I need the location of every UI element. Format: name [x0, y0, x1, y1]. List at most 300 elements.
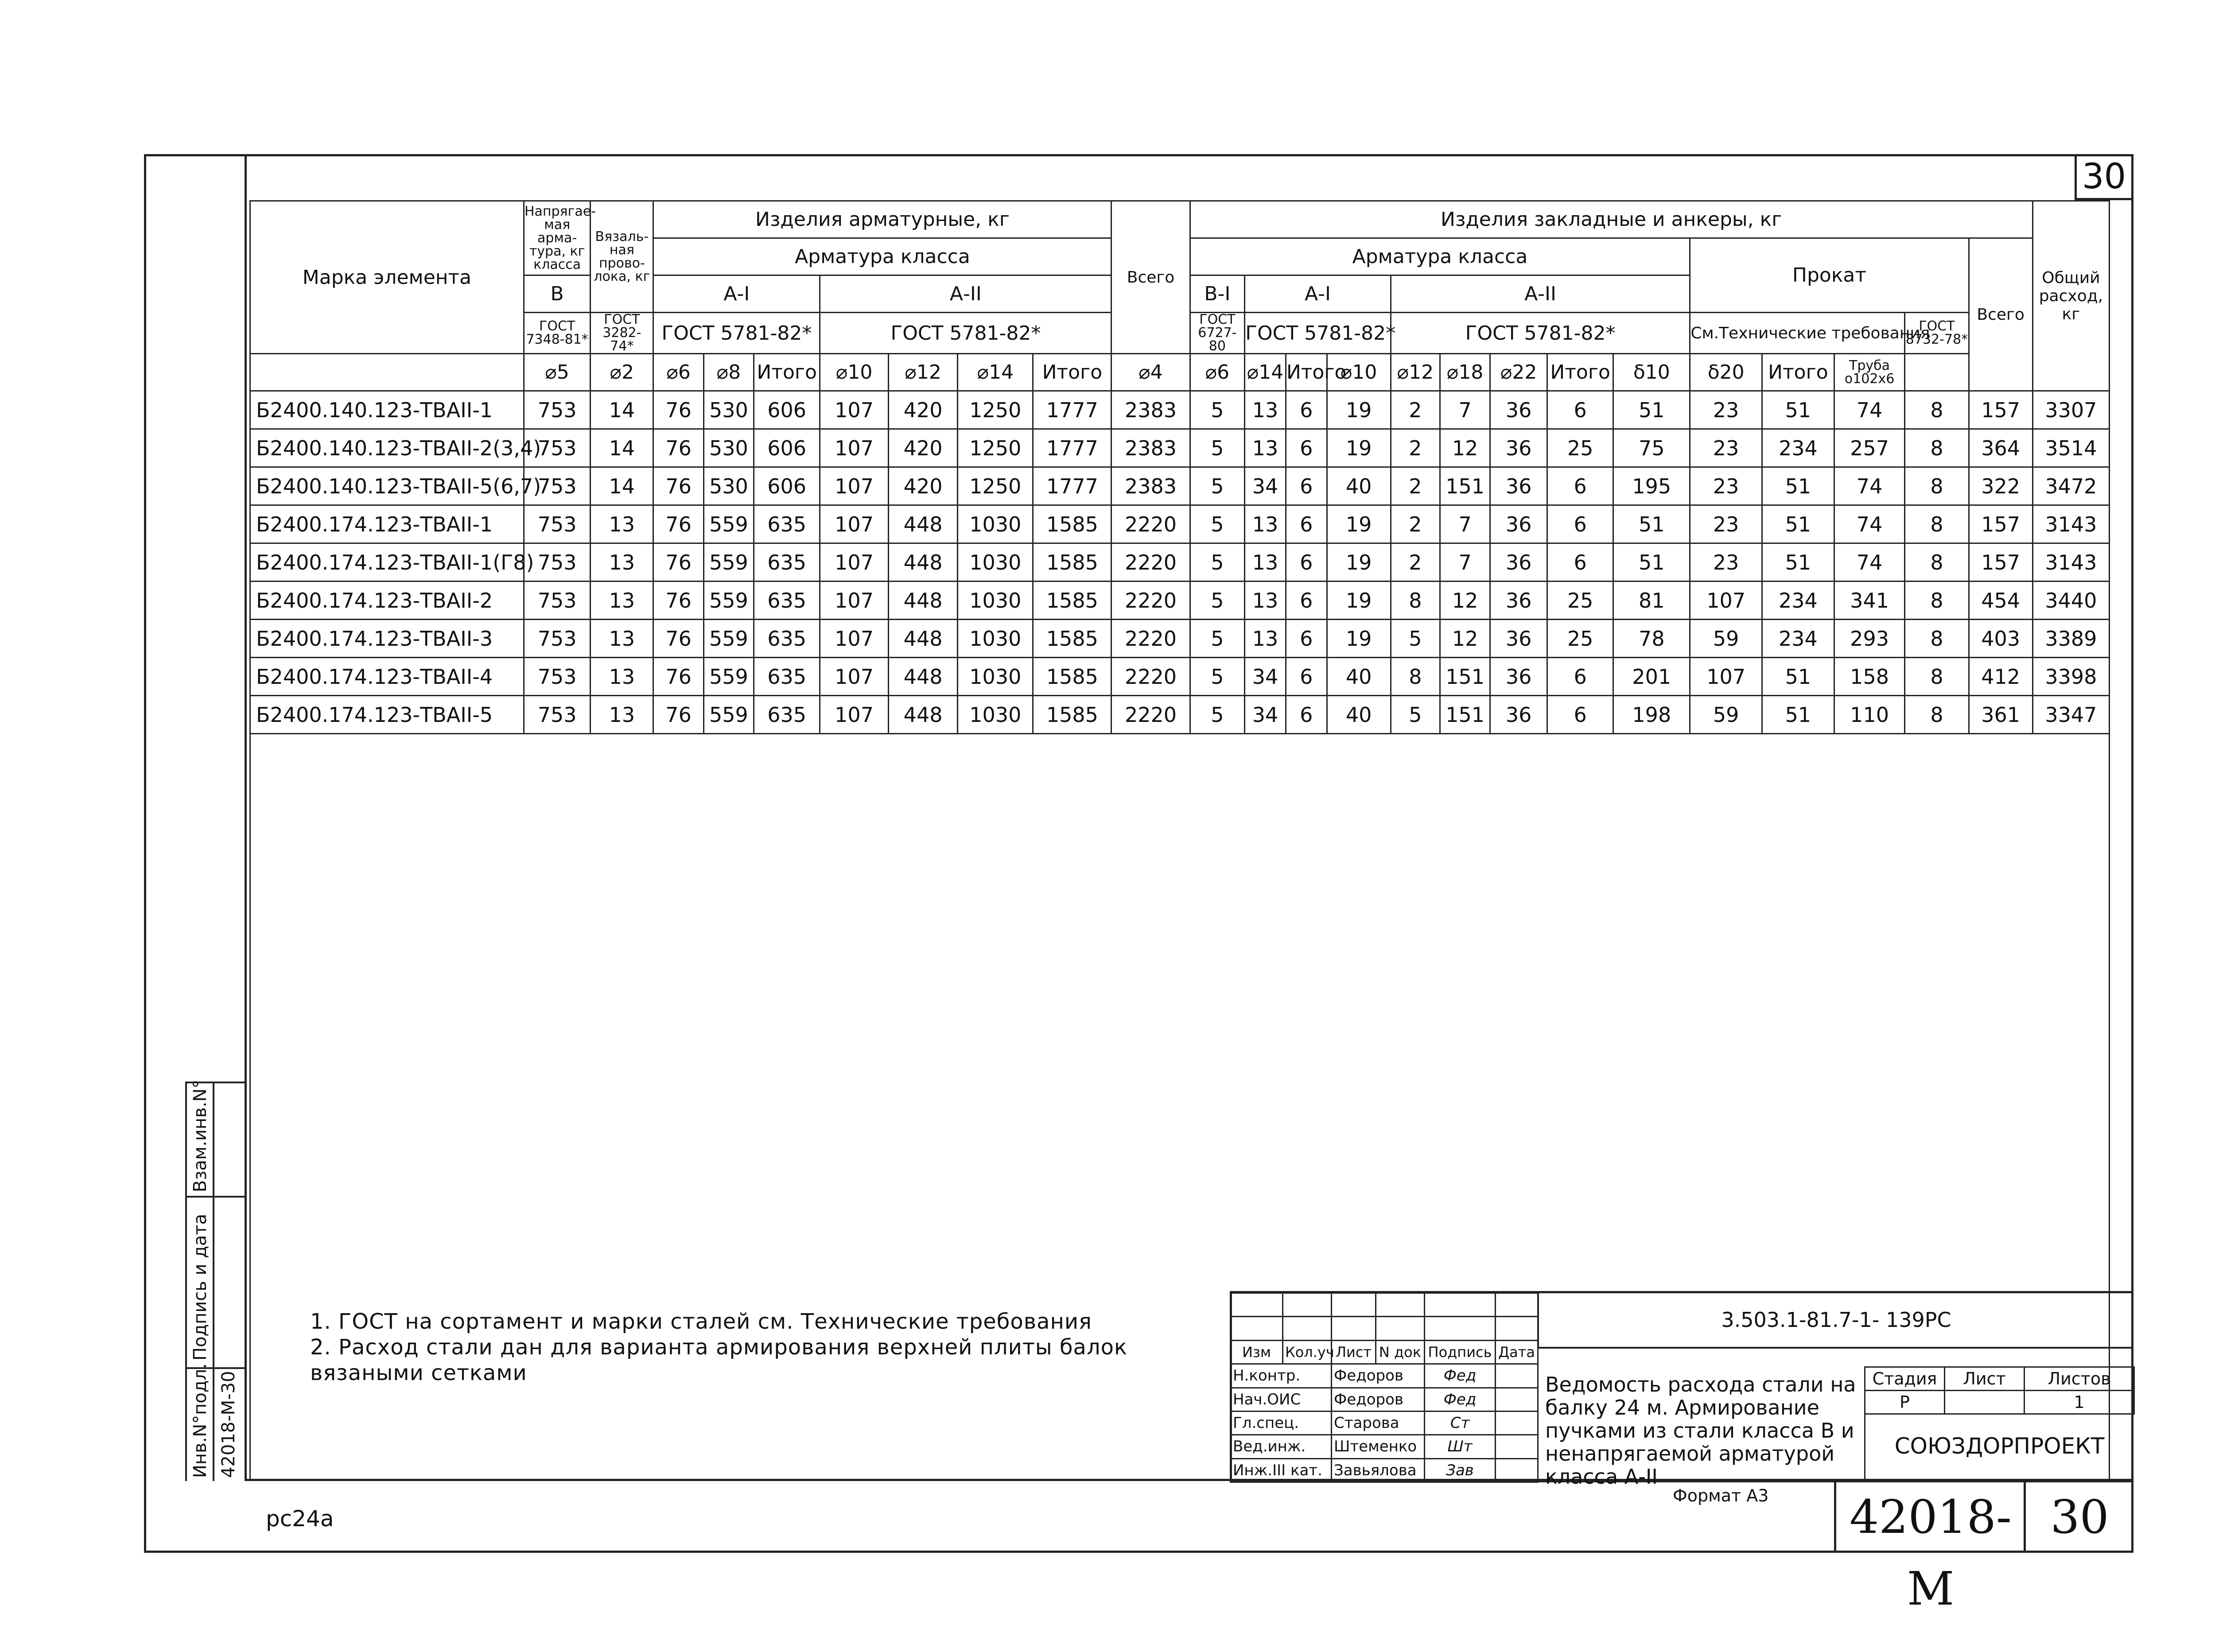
header-grand-total: Общий расход, кг — [2032, 201, 2109, 391]
row-cell: 753 — [524, 696, 590, 734]
row-cell: 76 — [653, 543, 703, 582]
row-cell: 36 — [1490, 391, 1547, 429]
row-cell: 107 — [820, 543, 888, 582]
note-line: 2. Расход стали дан для варианта армирования верхней плиты балок — [310, 1335, 1127, 1360]
row-cell: 2383 — [1111, 391, 1190, 429]
steel-spec-table — [249, 200, 2110, 734]
signer-role: Вед.инж. — [1231, 1435, 1332, 1458]
header-embed-b1-dia: ⌀4 — [1111, 354, 1190, 391]
row-cell: 12 — [1440, 429, 1490, 467]
header-rolled-col: δ20 — [1690, 354, 1762, 391]
row-mark: Б2400.174.123-ТВАII-4 — [250, 658, 524, 696]
header-prestressed-gost: ГОСТ 7348-81* — [524, 313, 590, 354]
row-cell: 5 — [1190, 505, 1245, 543]
row-cell: 6 — [1547, 696, 1613, 734]
signs-blank-row — [1231, 1317, 1538, 1340]
row-cell: 1777 — [1033, 467, 1111, 505]
row-cell: 2220 — [1111, 582, 1190, 620]
table-row — [250, 429, 2110, 467]
header-tie-wire-gost: ГОСТ 3282-74* — [591, 313, 653, 354]
row-cell: 753 — [524, 582, 590, 620]
signs-cell — [1332, 1317, 1376, 1340]
spec-table-body — [250, 391, 2110, 734]
row-cell: 448 — [888, 658, 958, 696]
table-row — [250, 505, 2110, 543]
row-cell: 107 — [820, 429, 888, 467]
stage-table — [1864, 1366, 2135, 1415]
signer-signature: Фед — [1425, 1388, 1496, 1411]
row-cell: 293 — [1834, 620, 1905, 658]
organization: СОЮЗДОРПРОЕКТ — [1864, 1411, 2133, 1481]
row-cell: 3440 — [2032, 582, 2109, 620]
row-cell: 448 — [888, 543, 958, 582]
signs-col-header: N док — [1376, 1340, 1425, 1364]
signer-name: Старова — [1332, 1411, 1425, 1435]
row-cell: 1585 — [1033, 696, 1111, 734]
header-reinf-col: ⌀14 — [958, 354, 1033, 391]
row-cell: 559 — [703, 696, 754, 734]
row-cell: 75 — [1613, 429, 1690, 467]
signs-col-header: Изм — [1231, 1340, 1283, 1364]
row-cell: 40 — [1327, 467, 1391, 505]
sheets-value: 1 — [2025, 1391, 2134, 1414]
row-cell: 76 — [653, 467, 703, 505]
table-row — [250, 658, 2110, 696]
side-stamp-line — [185, 1196, 245, 1198]
row-cell: 1585 — [1033, 505, 1111, 543]
row-cell: 420 — [888, 391, 958, 429]
row-cell: 5 — [1190, 543, 1245, 582]
notes — [310, 1309, 1196, 1386]
row-cell: 5 — [1190, 391, 1245, 429]
row-cell: 195 — [1613, 467, 1690, 505]
row-cell: 361 — [1969, 696, 2032, 734]
row-cell: 76 — [653, 620, 703, 658]
row-cell: 1030 — [958, 620, 1033, 658]
row-cell: 25 — [1547, 582, 1613, 620]
row-cell: 2220 — [1111, 696, 1190, 734]
row-cell: 753 — [524, 620, 590, 658]
row-cell: 606 — [754, 391, 820, 429]
row-cell: 158 — [1834, 658, 1905, 696]
signer-role: Инж.III кат. — [1231, 1458, 1332, 1482]
row-cell: 76 — [653, 696, 703, 734]
side-stamp-inv-value: 42018-М-30 — [218, 1371, 239, 1478]
row-cell: 51 — [1613, 543, 1690, 582]
header-reinf-col: ⌀12 — [888, 354, 958, 391]
signer-row — [1231, 1435, 1538, 1458]
header-embed-a2-col: ⌀10 — [1327, 354, 1391, 391]
row-cell: 322 — [1969, 467, 2032, 505]
row-cell: 40 — [1327, 696, 1391, 734]
signer-name: Федоров — [1332, 1388, 1425, 1411]
signer-row — [1231, 1458, 1538, 1482]
row-cell: 6 — [1286, 543, 1327, 582]
row-cell: 13 — [1245, 543, 1286, 582]
row-cell: 5 — [1190, 429, 1245, 467]
row-cell: 157 — [1969, 543, 2032, 582]
row-cell: 3307 — [2032, 391, 2109, 429]
note-line: 1. ГОСТ на сортамент и марки сталей см. Технические требования — [310, 1309, 1092, 1334]
row-cell: 3514 — [2032, 429, 2109, 467]
row-cell: 559 — [703, 543, 754, 582]
signer-date — [1496, 1388, 1538, 1411]
row-cell: 559 — [703, 582, 754, 620]
row-cell: 107 — [820, 467, 888, 505]
row-cell: 107 — [820, 505, 888, 543]
row-cell: 420 — [888, 467, 958, 505]
drawing-code: 42018-М — [1850, 1490, 2012, 1616]
signs-cell — [1376, 1317, 1425, 1340]
row-cell: 2383 — [1111, 467, 1190, 505]
header-rolled-col: δ10 — [1613, 354, 1690, 391]
row-cell: 201 — [1613, 658, 1690, 696]
row-cell: 1777 — [1033, 429, 1111, 467]
row-cell: 8 — [1905, 620, 1969, 658]
row-cell: 341 — [1834, 582, 1905, 620]
signs-blank-row — [1231, 1293, 1538, 1317]
signatures-table — [1230, 1292, 1539, 1483]
row-cell: 635 — [754, 582, 820, 620]
row-cell: 606 — [754, 467, 820, 505]
row-cell: 6 — [1547, 391, 1613, 429]
header-embed-a2-gost: ГОСТ 5781-82* — [1391, 313, 1690, 354]
row-cell: 234 — [1762, 582, 1834, 620]
row-cell: 5 — [1391, 620, 1440, 658]
page-number: 30 — [2075, 156, 2131, 200]
row-cell: 1250 — [958, 391, 1033, 429]
row-cell: 530 — [703, 429, 754, 467]
row-cell: 6 — [1547, 505, 1613, 543]
row-cell: 19 — [1327, 391, 1391, 429]
header-reinf-col: ⌀6 — [653, 354, 703, 391]
side-stamp-vzam: Взам.инв.N° — [190, 1079, 210, 1192]
header-reinf-a1-gost: ГОСТ 5781-82* — [653, 313, 820, 354]
signer-date — [1496, 1364, 1538, 1388]
signer-signature: Зав — [1425, 1458, 1496, 1482]
header-embed-b1-gost: ГОСТ 6727-80 — [1190, 313, 1245, 354]
row-cell: 151 — [1440, 696, 1490, 734]
sheet-title: Ведомость расхода стали на балку 24 м. Армирование пучками из стали класса В и ненапрягаемой арматурой класса А-II — [1545, 1373, 1856, 1489]
signs-cell — [1376, 1293, 1425, 1317]
row-cell: 1030 — [958, 658, 1033, 696]
row-cell: 13 — [1245, 391, 1286, 429]
header-reinf-col: Итого — [754, 354, 820, 391]
header-rolled: Прокат — [1690, 238, 1969, 313]
signs-cell — [1425, 1293, 1496, 1317]
row-cell: 19 — [1327, 543, 1391, 582]
row-cell: 6 — [1286, 658, 1327, 696]
row-cell: 107 — [820, 391, 888, 429]
row-cell: 448 — [888, 620, 958, 658]
header-rolled-pipe: Труба ο102х6 — [1834, 354, 1905, 391]
row-cell: 14 — [591, 467, 653, 505]
row-cell: 454 — [1969, 582, 2032, 620]
row-cell: 76 — [653, 391, 703, 429]
row-cell: 8 — [1905, 505, 1969, 543]
row-cell: 448 — [888, 696, 958, 734]
row-cell: 6 — [1286, 429, 1327, 467]
header-rolled-gost: ГОСТ 8732-78* — [1905, 313, 1969, 354]
footer-left-code: рс24а — [266, 1506, 334, 1532]
row-cell: 34 — [1245, 658, 1286, 696]
row-cell: 14 — [591, 429, 653, 467]
row-cell: 51 — [1762, 543, 1834, 582]
row-cell: 403 — [1969, 620, 2032, 658]
row-cell: 19 — [1327, 620, 1391, 658]
row-cell: 364 — [1969, 429, 2032, 467]
signs-cell — [1231, 1293, 1283, 1317]
row-cell: 78 — [1613, 620, 1690, 658]
header-reinf-a1: А-I — [653, 275, 820, 313]
row-cell: 753 — [524, 505, 590, 543]
sheet-label: Лист — [1945, 1367, 2025, 1391]
signs-col-header: Лист — [1332, 1340, 1376, 1364]
row-cell: 635 — [754, 505, 820, 543]
row-cell: 36 — [1490, 467, 1547, 505]
row-cell: 5 — [1190, 696, 1245, 734]
signer-role: Нач.ОИС — [1231, 1388, 1332, 1411]
row-cell: 753 — [524, 391, 590, 429]
row-cell: 13 — [591, 696, 653, 734]
row-cell: 8 — [1905, 696, 1969, 734]
row-cell: 412 — [1969, 658, 2032, 696]
row-cell: 23 — [1690, 429, 1762, 467]
row-cell: 559 — [703, 658, 754, 696]
header-embed-a2: А-II — [1391, 275, 1690, 313]
row-cell: 13 — [1245, 620, 1286, 658]
header-reinf-total: Всего — [1111, 201, 1190, 354]
row-cell: 2220 — [1111, 658, 1190, 696]
header-reinf-products: Изделия арматурные, кг — [653, 201, 1111, 238]
row-cell: 1030 — [958, 543, 1033, 582]
row-cell: 25 — [1547, 429, 1613, 467]
header-embed-a2-col: Итого — [1547, 354, 1613, 391]
row-cell: 198 — [1613, 696, 1690, 734]
drawing-code-page: 30 — [2024, 1481, 2133, 1553]
row-cell: 5 — [1190, 658, 1245, 696]
header-rolled-req: См.Технические требования — [1690, 313, 1905, 354]
row-mark: Б2400.140.123-ТВАII-1 — [250, 391, 524, 429]
row-cell: 1777 — [1033, 391, 1111, 429]
row-cell: 36 — [1490, 429, 1547, 467]
signs-cell — [1425, 1317, 1496, 1340]
row-cell: 51 — [1762, 658, 1834, 696]
signer-signature: Фед — [1425, 1364, 1496, 1388]
row-cell: 8 — [1905, 467, 1969, 505]
header-embed-a1-gost: ГОСТ 5781-82* — [1245, 313, 1391, 354]
signer-signature: Шт — [1425, 1435, 1496, 1458]
row-cell: 23 — [1690, 543, 1762, 582]
header-reinf-a2: А-II — [820, 275, 1111, 313]
signer-date — [1496, 1435, 1538, 1458]
signs-cell — [1332, 1293, 1376, 1317]
row-cell: 6 — [1286, 582, 1327, 620]
row-cell: 1250 — [958, 429, 1033, 467]
header-prestressed-dia: ⌀5 — [524, 354, 590, 391]
row-cell: 74 — [1834, 543, 1905, 582]
row-cell: 753 — [524, 429, 590, 467]
row-cell: 635 — [754, 543, 820, 582]
row-cell: 2220 — [1111, 543, 1190, 582]
row-cell: 6 — [1547, 658, 1613, 696]
row-cell: 8 — [1905, 391, 1969, 429]
row-cell: 76 — [653, 658, 703, 696]
row-cell: 107 — [1690, 582, 1762, 620]
row-cell: 2383 — [1111, 429, 1190, 467]
row-cell: 1585 — [1033, 543, 1111, 582]
row-cell: 7 — [1440, 391, 1490, 429]
row-mark: Б2400.140.123-ТВАII-2(3,4) — [250, 429, 524, 467]
signs-col-header: Кол.уч — [1283, 1340, 1332, 1364]
signer-signature: Ст — [1425, 1411, 1496, 1435]
signs-col-header: Подпись — [1425, 1340, 1496, 1364]
row-cell: 7 — [1440, 543, 1490, 582]
row-cell: 23 — [1690, 391, 1762, 429]
row-mark: Б2400.140.123-ТВАII-5(6,7) — [250, 467, 524, 505]
row-cell: 8 — [1905, 582, 1969, 620]
row-cell: 34 — [1245, 696, 1286, 734]
row-cell: 12 — [1440, 620, 1490, 658]
header-reinf-class: Арматура класса — [653, 238, 1111, 275]
row-cell: 34 — [1245, 467, 1286, 505]
header-mark: Марка элемента — [250, 201, 524, 354]
signs-col-header: Дата — [1496, 1340, 1538, 1364]
table-row — [250, 391, 2110, 429]
row-cell: 13 — [1245, 429, 1286, 467]
row-cell: 420 — [888, 429, 958, 467]
row-cell: 107 — [820, 696, 888, 734]
stage-value: Р — [1865, 1391, 1945, 1414]
row-cell: 51 — [1762, 696, 1834, 734]
row-cell: 36 — [1490, 505, 1547, 543]
header-reinf-a2-gost: ГОСТ 5781-82* — [820, 313, 1111, 354]
row-cell: 234 — [1762, 620, 1834, 658]
row-cell: 12 — [1440, 582, 1490, 620]
signer-name: Штеменко — [1332, 1435, 1425, 1458]
row-mark: Б2400.174.123-ТВАII-3 — [250, 620, 524, 658]
row-cell: 36 — [1490, 696, 1547, 734]
row-cell: 1030 — [958, 696, 1033, 734]
signer-name: Завьялова — [1332, 1458, 1425, 1482]
row-cell: 3398 — [2032, 658, 2109, 696]
signs-cell — [1496, 1317, 1538, 1340]
row-cell: 36 — [1490, 543, 1547, 582]
row-cell: 3143 — [2032, 505, 2109, 543]
header-reinf-col: ⌀8 — [703, 354, 754, 391]
row-cell: 2 — [1391, 505, 1440, 543]
signer-row — [1231, 1364, 1538, 1388]
row-cell: 51 — [1762, 467, 1834, 505]
row-cell: 635 — [754, 696, 820, 734]
table-row — [250, 620, 2110, 658]
row-cell: 19 — [1327, 582, 1391, 620]
row-cell: 74 — [1834, 391, 1905, 429]
row-cell: 14 — [591, 391, 653, 429]
row-cell: 8 — [1905, 429, 1969, 467]
row-mark: Б2400.174.123-ТВАII-2 — [250, 582, 524, 620]
header-reinf-col: Итого — [1033, 354, 1111, 391]
row-cell: 51 — [1762, 505, 1834, 543]
row-cell: 157 — [1969, 505, 2032, 543]
row-cell: 8 — [1391, 582, 1440, 620]
table-row — [250, 543, 2110, 582]
row-cell: 1030 — [958, 505, 1033, 543]
row-cell: 2 — [1391, 429, 1440, 467]
row-cell: 36 — [1490, 620, 1547, 658]
row-cell: 3143 — [2032, 543, 2109, 582]
row-cell: 1585 — [1033, 658, 1111, 696]
header-embed-a2-col: ⌀18 — [1440, 354, 1490, 391]
signer-row — [1231, 1411, 1538, 1435]
header-tie-wire: Вязаль-ная прово-лока, кг — [591, 201, 653, 313]
row-cell: 2 — [1391, 543, 1440, 582]
header-embed-class: Арматура класса — [1190, 238, 1690, 275]
row-cell: 3347 — [2032, 696, 2109, 734]
header-reinf-col: ⌀10 — [820, 354, 888, 391]
row-cell: 753 — [524, 467, 590, 505]
row-cell: 530 — [703, 391, 754, 429]
row-cell: 2220 — [1111, 620, 1190, 658]
row-cell: 6 — [1286, 467, 1327, 505]
row-cell: 151 — [1440, 658, 1490, 696]
row-cell: 107 — [1690, 658, 1762, 696]
header-embed-products: Изделия закладные и анкеры, кг — [1190, 201, 2032, 238]
signs-cell — [1283, 1317, 1332, 1340]
doc-code: 3.503.1-81.7-1- 139РС — [1537, 1291, 2133, 1349]
row-cell: 13 — [591, 582, 653, 620]
row-cell: 36 — [1490, 658, 1547, 696]
row-cell: 13 — [591, 505, 653, 543]
row-cell: 606 — [754, 429, 820, 467]
row-cell: 559 — [703, 505, 754, 543]
format-label: Формат А3 — [1673, 1486, 1769, 1505]
row-cell: 13 — [1245, 505, 1286, 543]
row-cell: 753 — [524, 658, 590, 696]
signs-cell — [1496, 1293, 1538, 1317]
header-embed-a1: А-I — [1245, 275, 1391, 313]
table-row — [250, 582, 2110, 620]
header-rolled-col: Итого — [1762, 354, 1834, 391]
row-cell: 6 — [1286, 391, 1327, 429]
row-cell: 257 — [1834, 429, 1905, 467]
header-mark-blank — [250, 354, 524, 391]
signs-header-row — [1231, 1340, 1538, 1364]
row-cell: 110 — [1834, 696, 1905, 734]
signer-name: Федоров — [1332, 1364, 1425, 1388]
header-embed-a1-col: Итого — [1286, 354, 1327, 391]
stage-label: Стадия — [1865, 1367, 1945, 1391]
row-cell: 13 — [591, 620, 653, 658]
note-line: вязаными сетками — [310, 1361, 527, 1385]
row-cell: 151 — [1440, 467, 1490, 505]
signer-row — [1231, 1388, 1538, 1411]
row-cell: 74 — [1834, 505, 1905, 543]
row-cell: 6 — [1547, 467, 1613, 505]
row-cell: 5 — [1190, 467, 1245, 505]
row-cell: 635 — [754, 658, 820, 696]
signer-date — [1496, 1411, 1538, 1435]
row-mark: Б2400.174.123-ТВАII-5 — [250, 696, 524, 734]
row-cell: 13 — [591, 543, 653, 582]
row-cell: 448 — [888, 582, 958, 620]
side-stamp-sign-date: Подпись и дата — [190, 1214, 210, 1361]
row-cell: 51 — [1613, 505, 1690, 543]
signs-cell — [1283, 1293, 1332, 1317]
row-cell: 2 — [1391, 391, 1440, 429]
row-cell: 25 — [1547, 620, 1613, 658]
header-embed-a1-col: ⌀14 — [1245, 354, 1286, 391]
